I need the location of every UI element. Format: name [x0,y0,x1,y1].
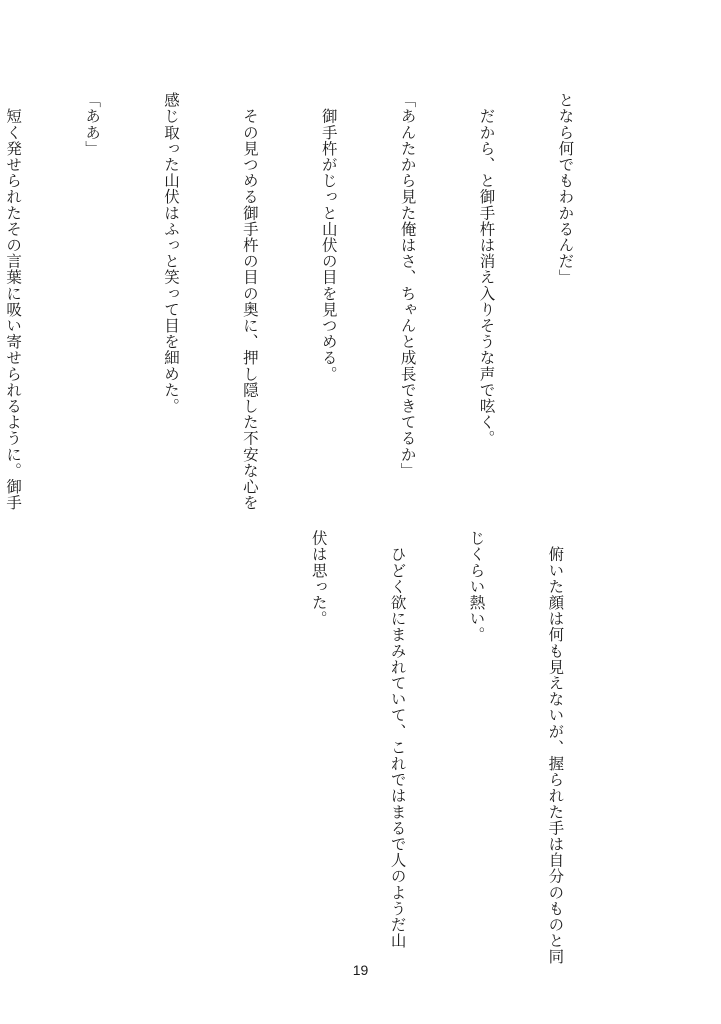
text-line: 短く発せられたその言葉に吸い寄せられるように。御手 [4,92,23,511]
text-line: 「ああ」 [83,92,102,157]
text-line: 「あんたから見た俺はさ、ちゃんと成長できてるか」 [398,92,417,479]
text-line: 伏は思った。 [309,530,328,627]
text-line: ひどく欲にまみれていて、これではまるで人のようだ山 [388,530,407,949]
text-line: 俯いた顔は何も見えないが、握られた手は自分のものと同 [546,530,565,965]
text-line: だから、と御手杵は消え入りそうな声で呟く。 [477,92,496,447]
text-line: じくらい熱い。 [467,530,486,643]
page-number: 19 [352,962,369,978]
text-line: 感じ取った山伏はふっと笑って目を細めた。 [161,92,180,414]
text-line: 御手杵がじっと山伏の目を見つめる。 [319,92,338,382]
text-line: その見つめる御手杵の目の奥に、押し隠した不安な心を [240,92,259,511]
body-text-upper [0,92,631,512]
text-line: となら何でもわかるんだ」 [556,92,575,286]
body-text-lower [253,530,621,965]
